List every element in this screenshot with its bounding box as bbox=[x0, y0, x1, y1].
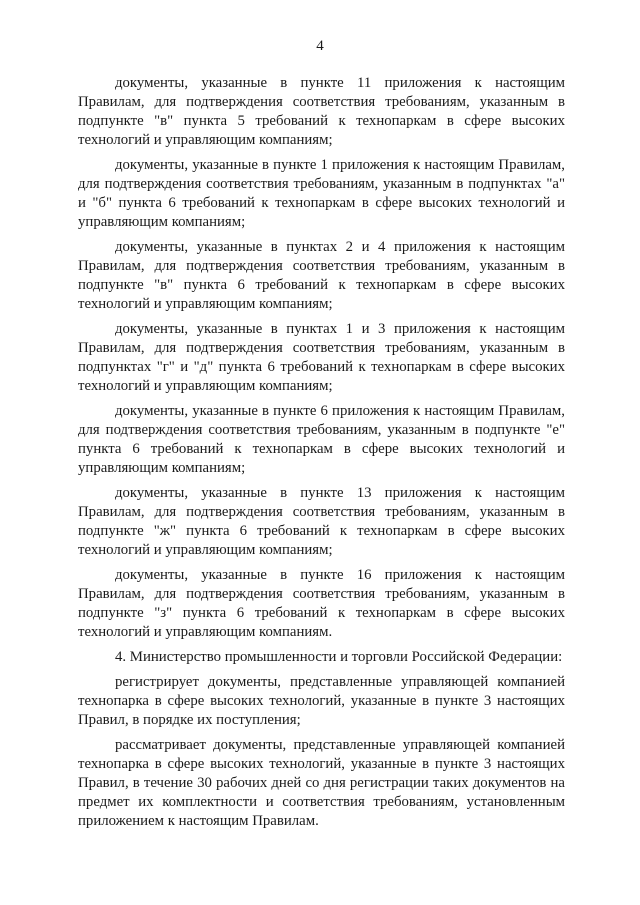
paragraph-reviews: рассматривает документы, представленные управляющей компанией технопарка в сфере высоких технологий, указанные в пункте 3 настоящих Правил, в течение 30 рабочих дней со дня регистрации таких документов на предмет их комплектности и соответствия требованиям, установленным приложением к настоящим Правилам. bbox=[78, 737, 565, 829]
paragraph-item-6: документы, указанные в пункте 6 приложения к настоящим Правилам, для подтверждения соответствия требованиям, указанным в подпункте "е" пункта 6 требований к технопаркам в сфере высоких технологий и управляющим компаниям; bbox=[78, 403, 565, 476]
document-body bbox=[78, 74, 565, 837]
page-number: 4 bbox=[316, 38, 324, 54]
paragraph-section-4: 4. Министерство промышленности и торговли Российской Федерации: bbox=[115, 649, 563, 665]
paragraph-items-1-3: документы, указанные в пунктах 1 и 3 приложения к настоящим Правилам, для подтверждения соответствия требованиям, указанным в подпунктах "г" и "д" пункта 6 требований к технопаркам в сфере высоких технологий и управляющим компаниям; bbox=[78, 321, 565, 394]
paragraph-item-11: документы, указанные в пункте 11 приложения к настоящим Правилам, для подтверждения соответствия требованиям, указанным в подпункте "в" пункта 5 требований к технопаркам в сфере высоких технологий и управляющим компаниям; bbox=[78, 75, 565, 148]
paragraph-item-16: документы, указанные в пункте 16 приложения к настоящим Правилам, для подтверждения соответствия требованиям, указанным в подпункте "з" пункта 6 требований к технопаркам в сфере высоких технологий и управляющим компаниям. bbox=[78, 567, 565, 640]
paragraph-item-1: документы, указанные в пункте 1 приложения к настоящим Правилам, для подтверждения соответствия требованиям, указанным в подпунктах "а" и "б" пункта 6 требований к технопаркам в сфере высоких технологий и управляющим компаниям; bbox=[78, 157, 565, 230]
paragraph-registers: регистрирует документы, представленные управляющей компанией технопарка в сфере высоких технологий, указанные в пункте 3 настоящих Правил, в порядке их поступления; bbox=[78, 674, 565, 728]
paragraph-item-13: документы, указанные в пункте 13 приложения к настоящим Правилам, для подтверждения соответствия требованиям, указанным в подпункте "ж" пункта 6 требований к технопаркам в сфере высоких технологий и управляющим компаниям; bbox=[78, 485, 565, 558]
paragraph-items-2-4: документы, указанные в пунктах 2 и 4 приложения к настоящим Правилам, для подтверждения соответствия требованиям, указанным в подпункте "в" пункта 6 требований к технопаркам в сфере высоких технологий и управляющим компаниям; bbox=[78, 239, 565, 312]
